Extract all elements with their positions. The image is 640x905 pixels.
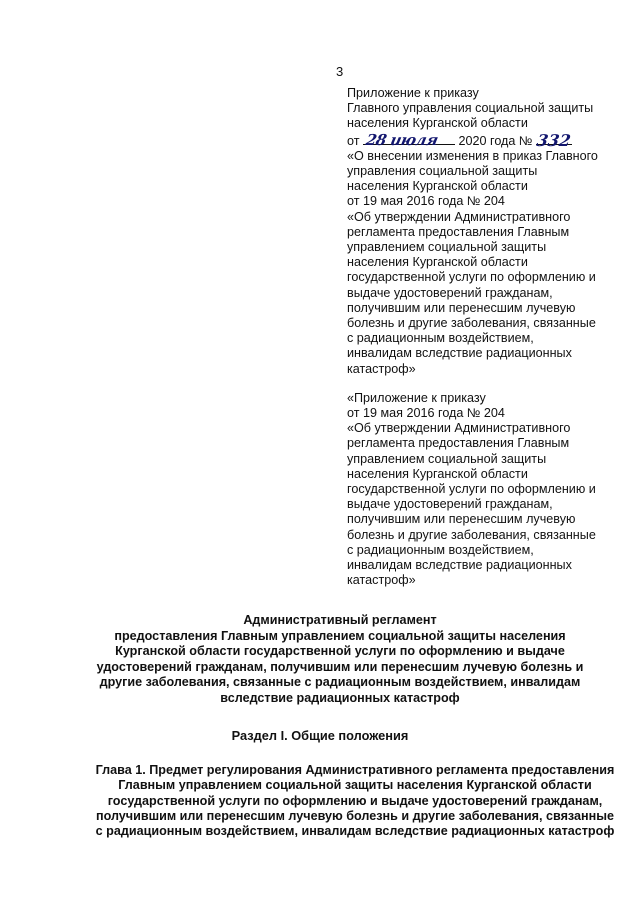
amend-line: населения Курганской области — [347, 179, 528, 194]
amend-line: «О внесении изменения в приказ Главного — [347, 148, 598, 163]
prior-appendix-line: получившим или перенесшим лучевую — [347, 512, 576, 527]
amend-line: населения Курганской области — [347, 255, 528, 270]
amend-line: «Об утверждении Административного — [347, 209, 571, 224]
year-text: 2020 года № — [458, 133, 533, 148]
title-line: предоставления Главным управлением социальной защиты населения — [114, 628, 566, 643]
prior-appendix-line: инвалидам вследствие радиационных — [347, 558, 572, 573]
prior-appendix-line: населения Курганской области — [347, 466, 528, 481]
regulation-title — [60, 613, 620, 706]
page-number: 3 — [336, 64, 344, 79]
prior-appendix-line: государственной услуги по оформлению и — [347, 482, 596, 497]
date-signature-field — [363, 132, 455, 149]
amend-line: выдаче удостоверений гражданам, — [347, 285, 553, 300]
title-line: Курганской области государственной услуги по оформлению и выдаче — [115, 644, 565, 658]
prior-appendix-line: от 19 мая 2016 года № 204 — [347, 406, 505, 421]
chapter-line: Главным управлением социальной защиты населения Курганской области — [118, 778, 592, 793]
title-line: удостоверений гражданам, получившим или перенесшим лучевую болезнь и — [96, 659, 584, 674]
title-line: Административный регламент — [243, 613, 437, 627]
chapter-line: государственной услуги по оформлению и выдаче удостоверений гражданам, — [107, 793, 603, 808]
appendix-line: Главного управления социальной защиты — [347, 101, 594, 116]
chapter-line: Глава 1. Предмет регулирования Административного регламента предоставления — [95, 763, 615, 777]
title-line: другие заболевания, связанные с радиационным воздействием, инвалидам — [99, 675, 581, 689]
amend-line: катастроф» — [347, 361, 416, 376]
section-heading: Раздел I. Общие положения — [231, 728, 409, 743]
handwritten-number: 332 — [535, 130, 573, 150]
prior-appendix-line: катастроф» — [347, 573, 416, 588]
prior-appendix-line: выдаче удостоверений гражданам, — [347, 497, 553, 512]
amend-line: управлением социальной защиты — [347, 240, 547, 255]
amend-line: получившим или перенесшим лучевую — [347, 300, 576, 315]
title-line: вследствие радиационных катастроф — [220, 690, 460, 705]
chapter-line: с радиационным воздействием, инвалидам вследствие радиационных катастроф — [95, 824, 615, 839]
amend-line: регламента предоставления Главным — [347, 224, 570, 239]
prior-appendix-line: управлением социальной защиты — [347, 451, 547, 466]
amend-line: инвалидам вследствие радиационных — [347, 346, 572, 361]
handwritten-date: 28 июля — [364, 130, 440, 149]
appendix-line: населения Курганской области — [347, 116, 528, 131]
amend-line: с радиационным воздействием, — [347, 331, 534, 346]
prior-appendix-line: с радиационным воздействием, — [347, 542, 534, 557]
amend-line: государственной услуги по оформлению и — [347, 270, 596, 285]
prior-appendix-line: «Приложение к приказу — [347, 390, 486, 405]
appendix-line: Приложение к приказу — [347, 86, 479, 100]
appendix-header — [347, 86, 637, 589]
from-prefix: от — [347, 133, 360, 148]
chapter-heading — [70, 763, 640, 839]
chapter-line: получившим или перенесшим лучевую болезнь и другие заболевания, связанные — [95, 808, 615, 823]
amend-line: от 19 мая 2016 года № 204 — [347, 194, 505, 209]
number-signature-field — [536, 132, 572, 149]
order-date-line — [347, 132, 637, 149]
prior-appendix-line: болезнь и другие заболевания, связанные — [347, 527, 596, 542]
amend-line: болезнь и другие заболевания, связанные — [347, 316, 596, 331]
prior-appendix-line: регламента предоставления Главным — [347, 436, 570, 451]
amend-line: управления социальной защиты — [347, 164, 538, 179]
prior-appendix-line: «Об утверждении Административного — [347, 421, 571, 436]
